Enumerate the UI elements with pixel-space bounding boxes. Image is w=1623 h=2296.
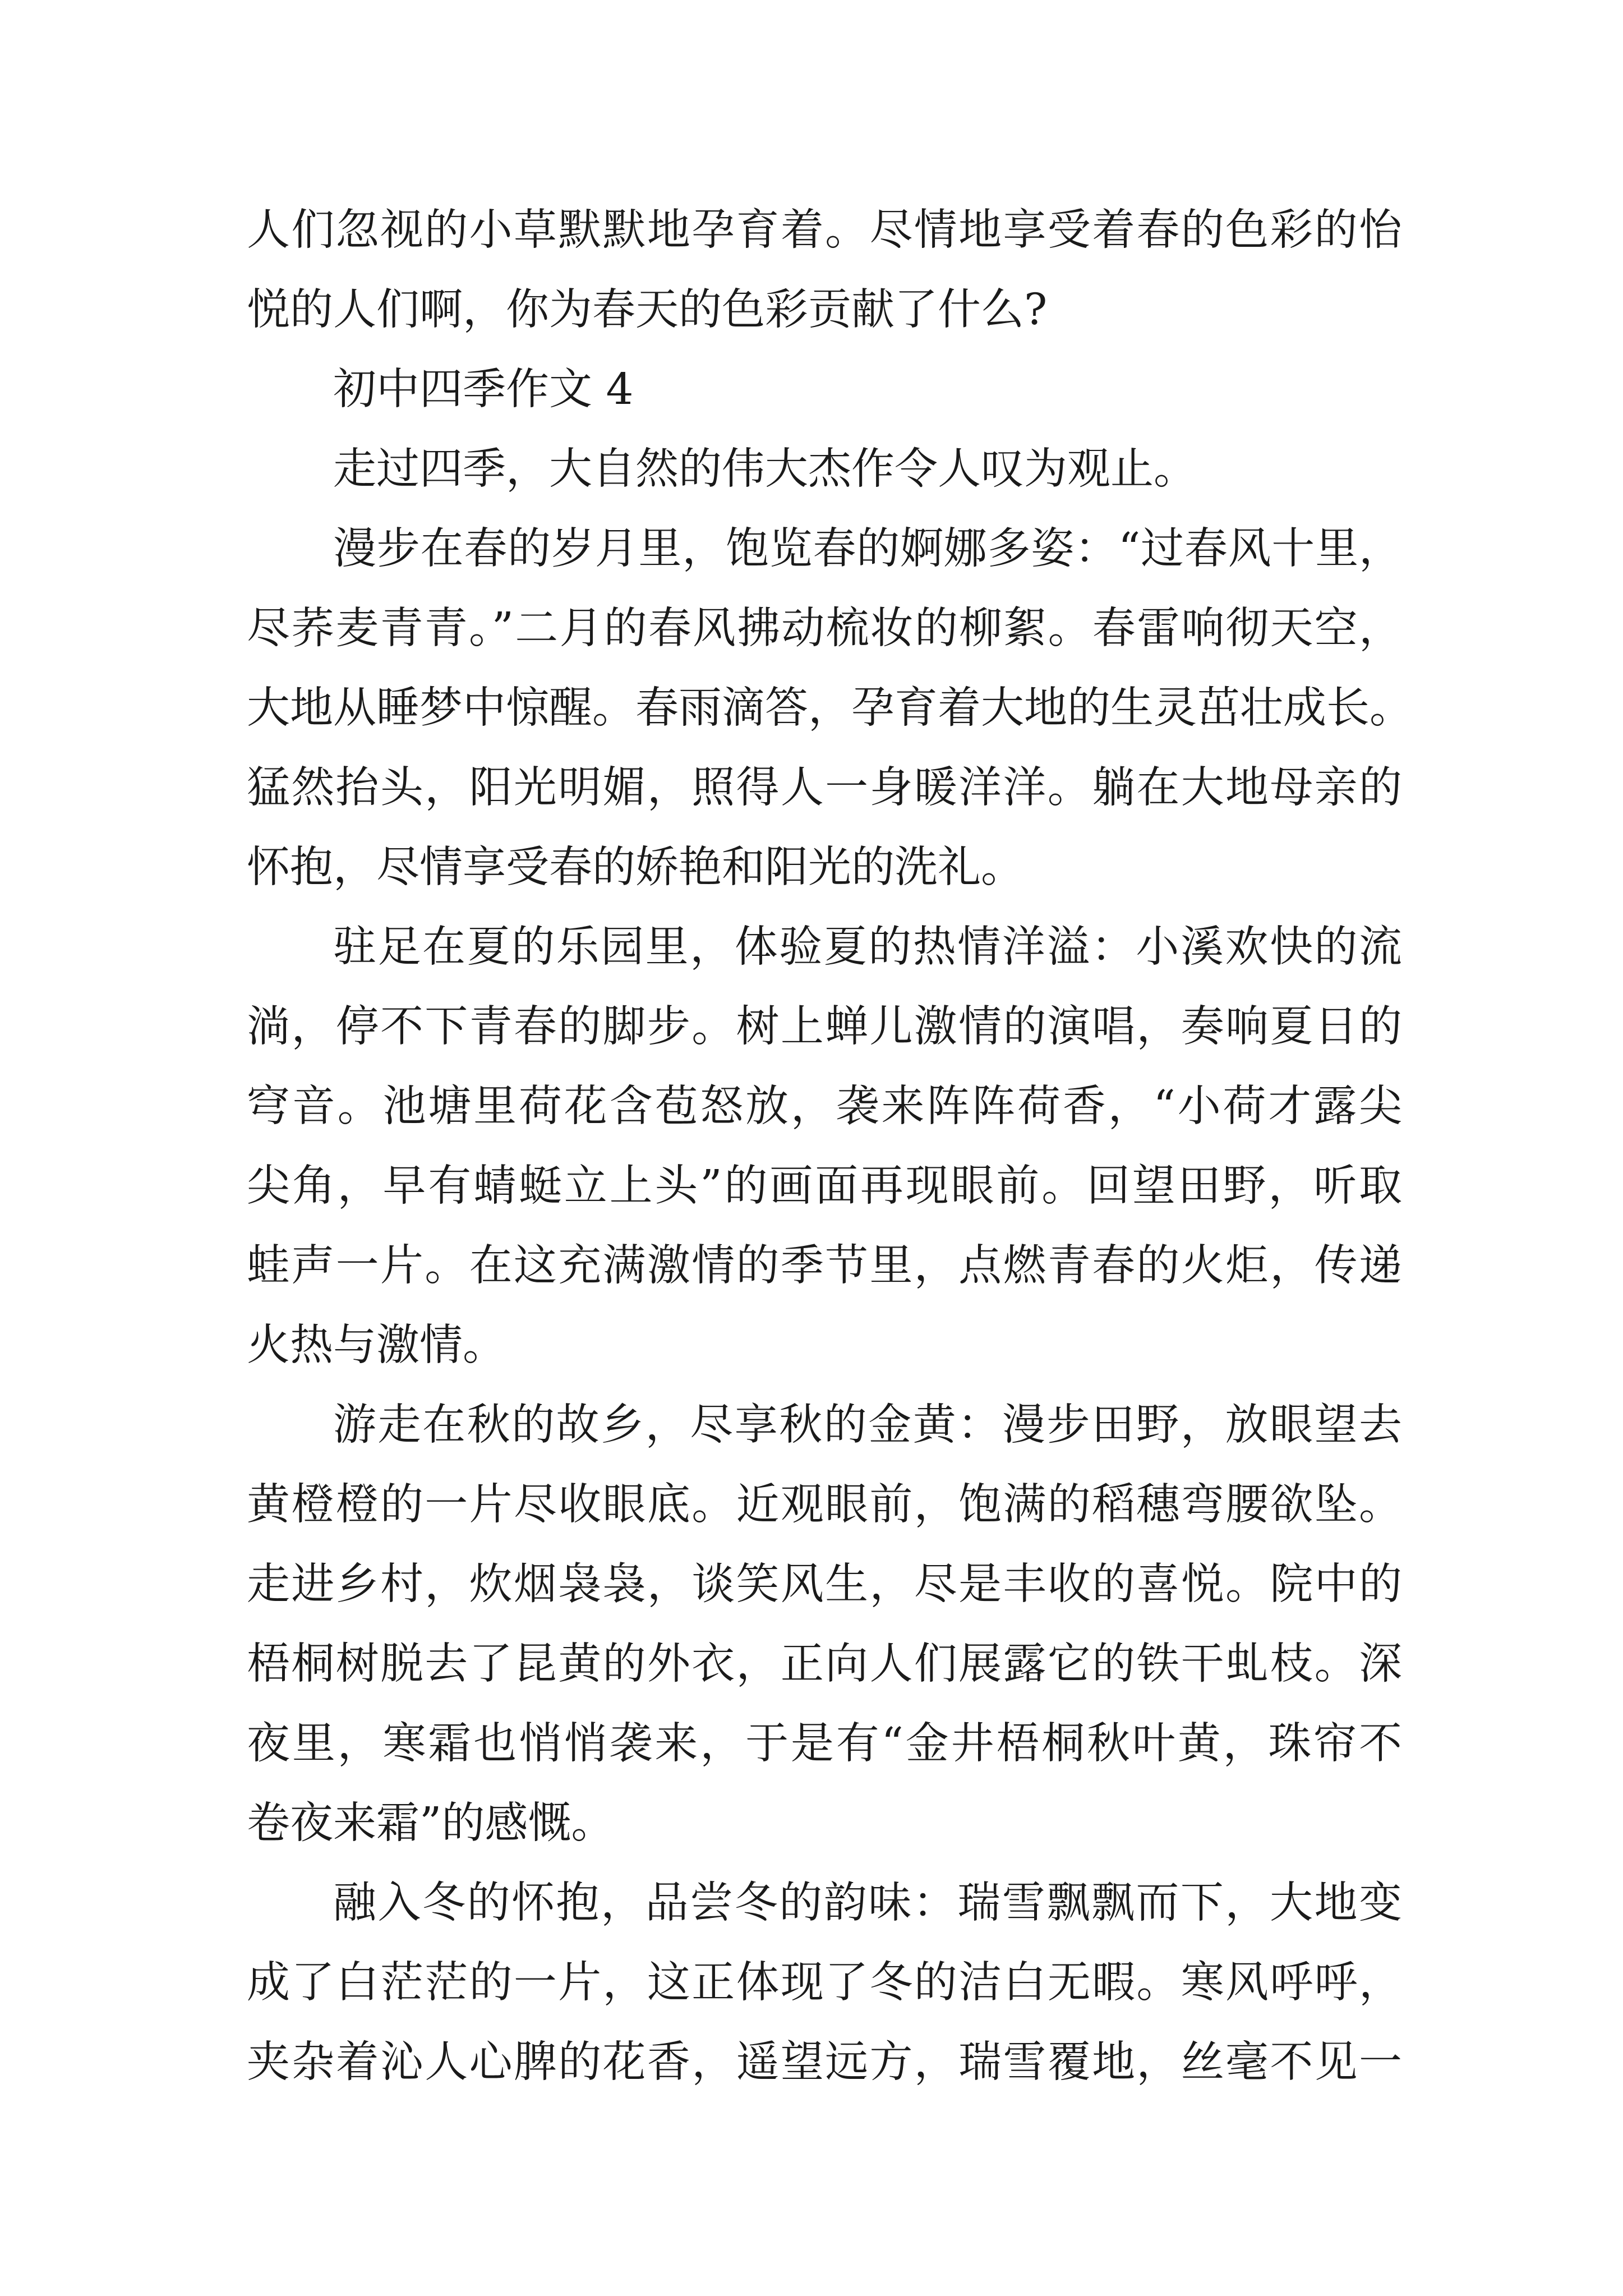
- text-line: 卷夜来霜”的感慨。: [247, 1798, 615, 1848]
- text-line: 猛然抬头，阳光明媚，照得人一身暖洋洋。躺在大地母亲的: [247, 763, 1402, 813]
- text-line: 黄橙橙的一片尽收眼底。近观眼前，饱满的稻穗弯腰欲坠。: [247, 1480, 1402, 1530]
- text-line: 游走在秋的故乡，尽享秋的金黄：漫步田野，放眼望去: [333, 1400, 1402, 1450]
- text-line: 大地从睡梦中惊醒。春雨滴答，孕育着大地的生灵茁壮成长。: [247, 683, 1413, 733]
- text-line: 尽荞麦青青。”二月的春风拂动梳妆的柳絮。春雷响彻天空，: [247, 604, 1402, 654]
- text-line: 夜里，寒霜也悄悄袭来，于是有“金井梧桐秋叶黄，珠帘不: [247, 1719, 1402, 1769]
- text-line: 穹音。池塘里荷花含苞怒放，袭来阵阵荷香，“小荷才露尖: [247, 1082, 1402, 1131]
- essay-body: [247, 191, 1413, 2102]
- text-line: 走进乡村，炊烟袅袅，谈笑风生，尽是丰收的喜悦。院中的: [247, 1559, 1402, 1609]
- text-line: 悦的人们啊，你为春天的色彩贡献了什么?: [247, 285, 1048, 335]
- text-line: 人们忽视的小草默默地孕育着。尽情地享受着春的色彩的怡: [247, 205, 1402, 255]
- text-line: 梧桐树脱去了昆黄的外衣，正向人们展露它的铁干虬枝。深: [247, 1639, 1402, 1689]
- text-line: 驻足在夏的乐园里，体验夏的热情洋溢：小溪欢快的流: [333, 922, 1402, 972]
- text-line: 漫步在春的岁月里，饱览春的婀娜多姿：“过春风十里，: [333, 524, 1402, 574]
- text-line: 蛙声一片。在这充满激情的季节里，点燃青春的火炬，传递: [247, 1241, 1402, 1291]
- text-line: 融入冬的怀抱，品尝冬的韵味：瑞雪飘飘而下，大地变: [333, 1878, 1402, 1928]
- text-line: 怀抱，尽情享受春的娇艳和阳光的洗礼。: [247, 843, 1024, 892]
- text-line: 走过四季，大自然的伟大杰作令人叹为观止。: [333, 444, 1197, 494]
- text-line: 夹杂着沁人心脾的花香，遥望远方，瑞雪覆地，丝毫不见一: [247, 2037, 1402, 2087]
- text-line: 淌，停不下青春的脚步。树上蝉儿激情的演唱，奏响夏日的: [247, 1002, 1402, 1052]
- text-line: 成了白茫茫的一片，这正体现了冬的洁白无暇。寒风呼呼，: [247, 1958, 1402, 2008]
- text-line: 尖角，早有蜻蜓立上头”的画面再现眼前。回望田野，听取: [247, 1161, 1402, 1211]
- text-line: 火热与激情。: [247, 1320, 506, 1370]
- section-heading: 初中四季作文 4: [333, 365, 634, 415]
